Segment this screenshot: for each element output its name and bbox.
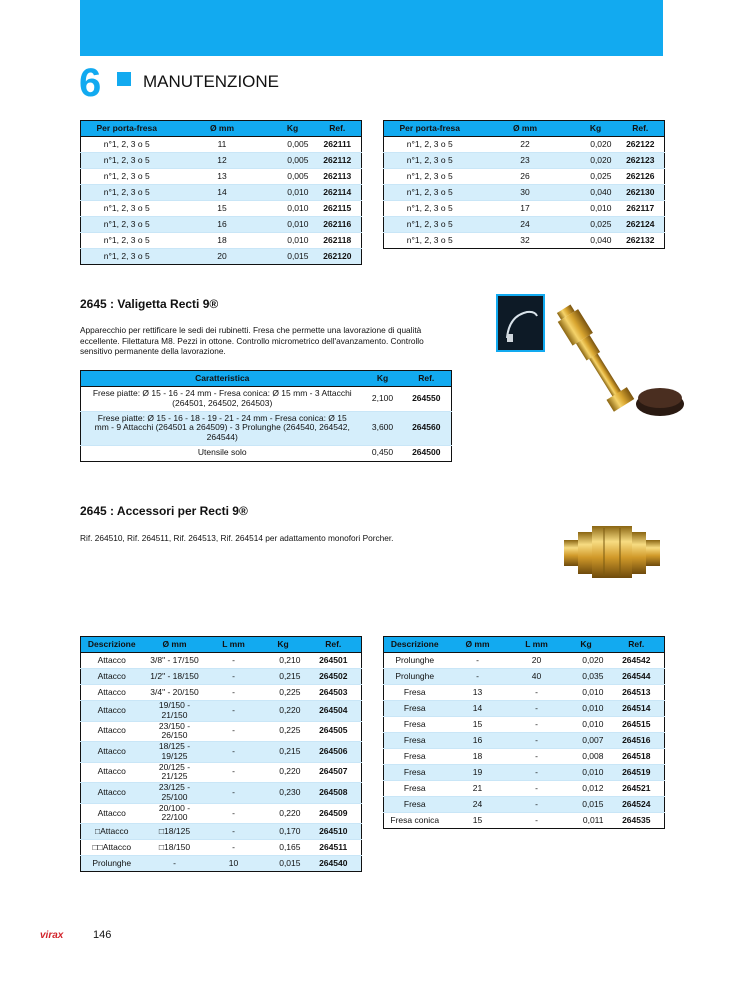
diameter-cell: 13 xyxy=(446,685,510,701)
ref-cell: 264524 xyxy=(609,797,665,813)
valigetta-description xyxy=(80,325,480,357)
column-header: Caratteristica xyxy=(81,371,364,387)
cell-line: 264544) xyxy=(206,432,238,443)
table-row xyxy=(384,717,665,733)
table-cell: n°1, 2, 3 o 5 xyxy=(81,185,173,201)
diameter-cell xyxy=(143,653,207,669)
table-row xyxy=(384,685,665,701)
diameter-cell: - xyxy=(446,669,510,685)
cell-line: 21/125 xyxy=(161,771,188,782)
header-bar xyxy=(80,0,663,56)
kg-cell: 0,165 xyxy=(261,840,306,856)
table-cell: n°1, 2, 3 o 5 xyxy=(81,233,173,249)
table-cell: 30 xyxy=(476,185,575,201)
ref-cell: 264500 xyxy=(402,445,452,461)
diameter-cell xyxy=(143,685,207,701)
ref-cell: 264544 xyxy=(609,669,665,685)
diameter-cell xyxy=(143,669,207,685)
valigetta-title: 2645 : Valigetta Recti 9® xyxy=(80,297,219,311)
table-row xyxy=(384,153,665,169)
diameter-cell: 16 xyxy=(446,733,510,749)
kg-cell: 0,010 xyxy=(564,685,609,701)
column-header: Descrizione xyxy=(81,637,143,653)
ref-cell: 264507 xyxy=(306,762,362,783)
kg-cell: 0,015 xyxy=(564,797,609,813)
table-row xyxy=(384,137,665,153)
ref-cell: 264502 xyxy=(306,669,362,685)
table-cell: 12 xyxy=(173,153,272,169)
diameter-cell xyxy=(143,701,207,722)
kg-cell: 0,011 xyxy=(564,813,609,829)
column-header: Per porta-fresa xyxy=(384,121,476,137)
table-cell: 22 xyxy=(476,137,575,153)
table-row xyxy=(384,217,665,233)
kg-cell: 3,600 xyxy=(364,411,402,445)
ref-cell: 264550 xyxy=(402,387,452,412)
table-cell: 262130 xyxy=(617,185,665,201)
column-header: Descrizione xyxy=(384,637,446,653)
table-row xyxy=(81,721,362,742)
table-row xyxy=(81,762,362,783)
description-cell: Attacco xyxy=(81,762,143,783)
kg-cell: 0,010 xyxy=(564,765,609,781)
length-cell: - xyxy=(207,840,261,856)
accessori-table-left xyxy=(80,636,362,872)
length-cell: - xyxy=(510,781,564,797)
description-line: sensitivo permanente della lavorazione. xyxy=(80,346,226,356)
description-cell: Attacco xyxy=(81,783,143,804)
table-row xyxy=(81,856,362,872)
table-row xyxy=(384,169,665,185)
kg-cell: 0,015 xyxy=(261,856,306,872)
column-header: Ø mm xyxy=(476,121,575,137)
table-cell: 0,020 xyxy=(575,153,617,169)
kg-cell: 0,220 xyxy=(261,762,306,783)
ref-cell: 264518 xyxy=(609,749,665,765)
cell-line: 23/150 - xyxy=(158,720,191,731)
kg-cell: 0,220 xyxy=(261,803,306,824)
ref-cell: 264506 xyxy=(306,742,362,763)
diameter-cell: 21 xyxy=(446,781,510,797)
table-row xyxy=(384,185,665,201)
table-row xyxy=(81,153,362,169)
table-cell: 0,015 xyxy=(272,249,314,265)
table-cell: 262116 xyxy=(314,217,362,233)
table-cell: n°1, 2, 3 o 5 xyxy=(81,217,173,233)
kg-cell: 0,010 xyxy=(564,701,609,717)
chapter-square-icon xyxy=(117,72,131,86)
table-cell: n°1, 2, 3 o 5 xyxy=(81,201,173,217)
table-row xyxy=(384,781,665,797)
table-row xyxy=(81,233,362,249)
description-cell: Fresa xyxy=(384,685,446,701)
chapter-number: 6 xyxy=(79,61,101,105)
description-line: eccellente. Filettatura M8. Pezzi in ottone. Controllo micrometrico dell'avanzamento. Controllo xyxy=(80,335,424,346)
length-cell: - xyxy=(510,733,564,749)
column-header: Ø mm xyxy=(446,637,510,653)
diameter-cell: - xyxy=(446,653,510,669)
diameter-cell xyxy=(143,856,207,872)
length-cell: - xyxy=(510,813,564,829)
table-row xyxy=(81,185,362,201)
ref-cell: 264510 xyxy=(306,824,362,840)
ref-cell: 264504 xyxy=(306,701,362,722)
column-header: Ref. xyxy=(314,121,362,137)
cell-line: 3/8" - 17/150 xyxy=(150,654,199,665)
description-cell: Prolunghe xyxy=(81,856,143,872)
kg-cell: 0,007 xyxy=(564,733,609,749)
table-row xyxy=(81,783,362,804)
cell-line: 26/150 xyxy=(161,730,188,741)
table-cell: 17 xyxy=(476,201,575,217)
table-cell: 0,010 xyxy=(272,201,314,217)
description-cell: Attacco xyxy=(81,669,143,685)
ref-cell: 264509 xyxy=(306,803,362,824)
description-cell: Prolunghe xyxy=(384,653,446,669)
length-cell: - xyxy=(510,717,564,733)
cell-line: Utensile solo xyxy=(197,447,247,458)
chapter-title: MANUTENZIONE xyxy=(143,72,279,91)
table-cell: 262120 xyxy=(314,249,362,265)
kg-cell: 0,010 xyxy=(564,717,609,733)
description-cell: Fresa xyxy=(384,701,446,717)
table-cell: 16 xyxy=(173,217,272,233)
length-cell: 20 xyxy=(510,653,564,669)
table-row xyxy=(384,669,665,685)
column-header: Kg xyxy=(364,371,402,387)
cell-line: 25/100 xyxy=(161,791,188,802)
characteristic-cell xyxy=(81,411,364,445)
column-header: Ref. xyxy=(402,371,452,387)
table-row xyxy=(81,653,362,669)
diameter-cell: 18 xyxy=(446,749,510,765)
ref-cell: 264516 xyxy=(609,733,665,749)
cell-line: □18/125 xyxy=(158,825,191,836)
ref-cell: 264540 xyxy=(306,856,362,872)
description-cell: Attacco xyxy=(81,742,143,763)
description-cell: Attacco xyxy=(81,653,143,669)
length-cell: - xyxy=(510,749,564,765)
table-cell: 262117 xyxy=(617,201,665,217)
column-header: Ø mm xyxy=(143,637,207,653)
table-row xyxy=(384,201,665,217)
diameter-cell xyxy=(143,824,207,840)
length-cell: - xyxy=(510,685,564,701)
table-row xyxy=(81,249,362,265)
table-cell: 262123 xyxy=(617,153,665,169)
table-cell: 0,040 xyxy=(575,185,617,201)
table-row xyxy=(81,201,362,217)
length-cell: - xyxy=(207,669,261,685)
table-cell: n°1, 2, 3 o 5 xyxy=(384,185,476,201)
column-header: Ref. xyxy=(609,637,665,653)
porta-fresa-table-right xyxy=(383,120,665,249)
cell-line: 22/100 xyxy=(161,812,188,823)
table-cell: n°1, 2, 3 o 5 xyxy=(384,201,476,217)
length-cell: - xyxy=(207,685,261,701)
length-cell: - xyxy=(207,762,261,783)
table-row xyxy=(81,169,362,185)
table-cell: 262115 xyxy=(314,201,362,217)
ref-cell: 264501 xyxy=(306,653,362,669)
diameter-cell xyxy=(143,803,207,824)
ref-cell: 264503 xyxy=(306,685,362,701)
description-line: Apparecchio per rettificare le sedi dei rubinetti. Fresa che permette una lavorazione di qualità xyxy=(80,325,422,335)
table-row xyxy=(384,653,665,669)
cell-line: Frese piatte: Ø 15 - 16 - 18 - 19 - 21 - 24 mm - Fresa conica: Ø 15 xyxy=(97,412,347,423)
cell-line: 19/125 xyxy=(161,750,188,761)
diameter-cell: 19 xyxy=(446,765,510,781)
kg-cell: 0,220 xyxy=(261,701,306,722)
kg-cell: 0,215 xyxy=(261,669,306,685)
table-row xyxy=(384,797,665,813)
table-cell: 262114 xyxy=(314,185,362,201)
description-cell: Attacco xyxy=(81,701,143,722)
description-cell: Fresa xyxy=(384,749,446,765)
cell-line: mm - 9 Attacchi (264501 a 264509) - 3 Prolunghe (264540, 264542, xyxy=(94,422,350,433)
table-cell: n°1, 2, 3 o 5 xyxy=(384,169,476,185)
cell-line: (264501, 264502, 264503) xyxy=(172,397,273,408)
ref-cell: 264542 xyxy=(609,653,665,669)
cell-line: 21/150 xyxy=(161,709,188,720)
description-cell: Fresa xyxy=(384,765,446,781)
ref-cell: 264535 xyxy=(609,813,665,829)
kg-cell: 0,225 xyxy=(261,721,306,742)
table-row xyxy=(384,233,665,249)
kg-cell: 0,170 xyxy=(261,824,306,840)
table-cell: 11 xyxy=(173,137,272,153)
table-cell: 23 xyxy=(476,153,575,169)
table-cell: 262111 xyxy=(314,137,362,153)
table-cell: 0,005 xyxy=(272,169,314,185)
table-cell: 262124 xyxy=(617,217,665,233)
characteristic-cell xyxy=(81,445,364,461)
table-cell: 0,005 xyxy=(272,137,314,153)
column-header: Ref. xyxy=(306,637,362,653)
table-cell: 15 xyxy=(173,201,272,217)
table-row xyxy=(384,733,665,749)
table-cell: n°1, 2, 3 o 5 xyxy=(81,169,173,185)
cell-line: 19/150 - xyxy=(158,700,191,710)
table-cell: 20 xyxy=(173,249,272,265)
cell-line: 1/2" - 18/150 xyxy=(150,670,199,681)
length-cell: - xyxy=(207,742,261,763)
table-row xyxy=(384,749,665,765)
kg-cell: 2,100 xyxy=(364,387,402,412)
table-row xyxy=(81,669,362,685)
diameter-cell xyxy=(143,762,207,783)
length-cell: - xyxy=(207,721,261,742)
length-cell: - xyxy=(510,797,564,813)
diameter-cell: 14 xyxy=(446,701,510,717)
table-cell: 262113 xyxy=(314,169,362,185)
table-cell: n°1, 2, 3 o 5 xyxy=(384,137,476,153)
table-row xyxy=(384,765,665,781)
kg-cell: 0,210 xyxy=(261,653,306,669)
cell-line: □18/150 xyxy=(158,841,191,852)
table-row xyxy=(81,803,362,824)
table-cell: 13 xyxy=(173,169,272,185)
diameter-cell: 24 xyxy=(446,797,510,813)
table-cell: 0,025 xyxy=(575,169,617,185)
ref-cell: 264514 xyxy=(609,701,665,717)
table-cell: 0,010 xyxy=(272,185,314,201)
recti-tool-photo xyxy=(495,286,690,426)
table-cell: 14 xyxy=(173,185,272,201)
column-header: L mm xyxy=(207,637,261,653)
table-cell: 0,010 xyxy=(575,201,617,217)
diameter-cell xyxy=(143,783,207,804)
table-row xyxy=(81,411,452,445)
diameter-cell xyxy=(143,840,207,856)
column-header: Kg xyxy=(272,121,314,137)
kg-cell: 0,035 xyxy=(564,669,609,685)
length-cell: - xyxy=(207,653,261,669)
table-cell: 18 xyxy=(173,233,272,249)
description-cell: □Attacco xyxy=(81,824,143,840)
length-cell: - xyxy=(207,783,261,804)
description-cell: Attacco xyxy=(81,803,143,824)
table-cell: 0,040 xyxy=(575,233,617,249)
description-cell: Fresa xyxy=(384,781,446,797)
table-row xyxy=(81,445,452,461)
diameter-cell: 15 xyxy=(446,717,510,733)
kg-cell: 0,230 xyxy=(261,783,306,804)
description-cell: Fresa xyxy=(384,717,446,733)
table-row xyxy=(81,387,452,412)
accessori-description: Rif. 264510, Rif. 264511, Rif. 264513, Rif. 264514 per adattamento monofori Porcher. xyxy=(80,533,394,543)
porta-fresa-table-left xyxy=(80,120,362,265)
ref-cell: 264515 xyxy=(609,717,665,733)
table-row xyxy=(81,701,362,722)
table-row xyxy=(81,742,362,763)
cell-line: Frese piatte: Ø 15 - 16 - 24 mm - Fresa conica: Ø 15 mm - 3 Attacchi xyxy=(92,388,352,398)
accessori-table-right xyxy=(383,636,665,829)
kg-cell: 0,020 xyxy=(564,653,609,669)
table-row xyxy=(384,701,665,717)
description-cell: Fresa xyxy=(384,733,446,749)
virax-logo: virax xyxy=(40,930,64,941)
column-header: Per porta-fresa xyxy=(81,121,173,137)
table-cell: 262122 xyxy=(617,137,665,153)
table-cell: 26 xyxy=(476,169,575,185)
cell-line: 20/100 - xyxy=(158,802,191,813)
table-cell: 0,010 xyxy=(272,233,314,249)
ref-cell: 264521 xyxy=(609,781,665,797)
ref-cell: 264505 xyxy=(306,721,362,742)
description-cell: Attacco xyxy=(81,685,143,701)
description-cell: Fresa xyxy=(384,797,446,813)
table-cell: 262126 xyxy=(617,169,665,185)
table-row xyxy=(81,685,362,701)
description-cell: □□Attacco xyxy=(81,840,143,856)
table-cell: n°1, 2, 3 o 5 xyxy=(384,233,476,249)
table-cell: n°1, 2, 3 o 5 xyxy=(384,153,476,169)
kg-cell: 0,225 xyxy=(261,685,306,701)
table-cell: n°1, 2, 3 o 5 xyxy=(81,249,173,265)
length-cell: - xyxy=(510,701,564,717)
characteristic-cell xyxy=(81,387,364,412)
table-cell: 0,010 xyxy=(272,217,314,233)
ref-cell: 264511 xyxy=(306,840,362,856)
table-row xyxy=(81,217,362,233)
table-cell: 0,005 xyxy=(272,153,314,169)
table-cell: 24 xyxy=(476,217,575,233)
column-header: Kg xyxy=(261,637,306,653)
table-cell: 32 xyxy=(476,233,575,249)
ref-cell: 264508 xyxy=(306,783,362,804)
column-header: Kg xyxy=(575,121,617,137)
column-header: Ref. xyxy=(617,121,665,137)
page-number: 146 xyxy=(93,929,112,941)
diameter-cell xyxy=(143,742,207,763)
table-row xyxy=(384,813,665,829)
table-cell: n°1, 2, 3 o 5 xyxy=(384,217,476,233)
cell-line: 18/125 - xyxy=(158,741,191,752)
table-row xyxy=(81,137,362,153)
table-row xyxy=(81,824,362,840)
length-cell: 10 xyxy=(207,856,261,872)
length-cell: - xyxy=(510,765,564,781)
kg-cell: 0,215 xyxy=(261,742,306,763)
table-cell: 262132 xyxy=(617,233,665,249)
table-cell: n°1, 2, 3 o 5 xyxy=(81,137,173,153)
table-cell: 262112 xyxy=(314,153,362,169)
table-cell: 0,020 xyxy=(575,137,617,153)
length-cell: - xyxy=(207,701,261,722)
length-cell: - xyxy=(207,824,261,840)
fitting-photo xyxy=(562,520,662,584)
kg-cell: 0,450 xyxy=(364,445,402,461)
description-cell: Fresa conica xyxy=(384,813,446,829)
ref-cell: 264560 xyxy=(402,411,452,445)
cell-line: 3/4" - 20/150 xyxy=(150,686,199,697)
column-header: Kg xyxy=(564,637,609,653)
column-header: L mm xyxy=(510,637,564,653)
length-cell: 40 xyxy=(510,669,564,685)
table-cell: n°1, 2, 3 o 5 xyxy=(81,153,173,169)
diameter-cell: 15 xyxy=(446,813,510,829)
diameter-cell xyxy=(143,721,207,742)
column-header: Ø mm xyxy=(173,121,272,137)
table-cell: 262118 xyxy=(314,233,362,249)
kg-cell: 0,012 xyxy=(564,781,609,797)
cell-line: 23/125 - xyxy=(158,782,191,793)
cell-line: - xyxy=(173,857,176,868)
kg-cell: 0,008 xyxy=(564,749,609,765)
table-row xyxy=(81,840,362,856)
accessori-title: 2645 : Accessori per Recti 9® xyxy=(80,504,248,518)
valigetta-table xyxy=(80,370,452,462)
description-cell: Prolunghe xyxy=(384,669,446,685)
length-cell: - xyxy=(207,803,261,824)
ref-cell: 264519 xyxy=(609,765,665,781)
cell-line: 20/125 - xyxy=(158,761,191,772)
description-cell: Attacco xyxy=(81,721,143,742)
ref-cell: 264513 xyxy=(609,685,665,701)
table-cell: 0,025 xyxy=(575,217,617,233)
